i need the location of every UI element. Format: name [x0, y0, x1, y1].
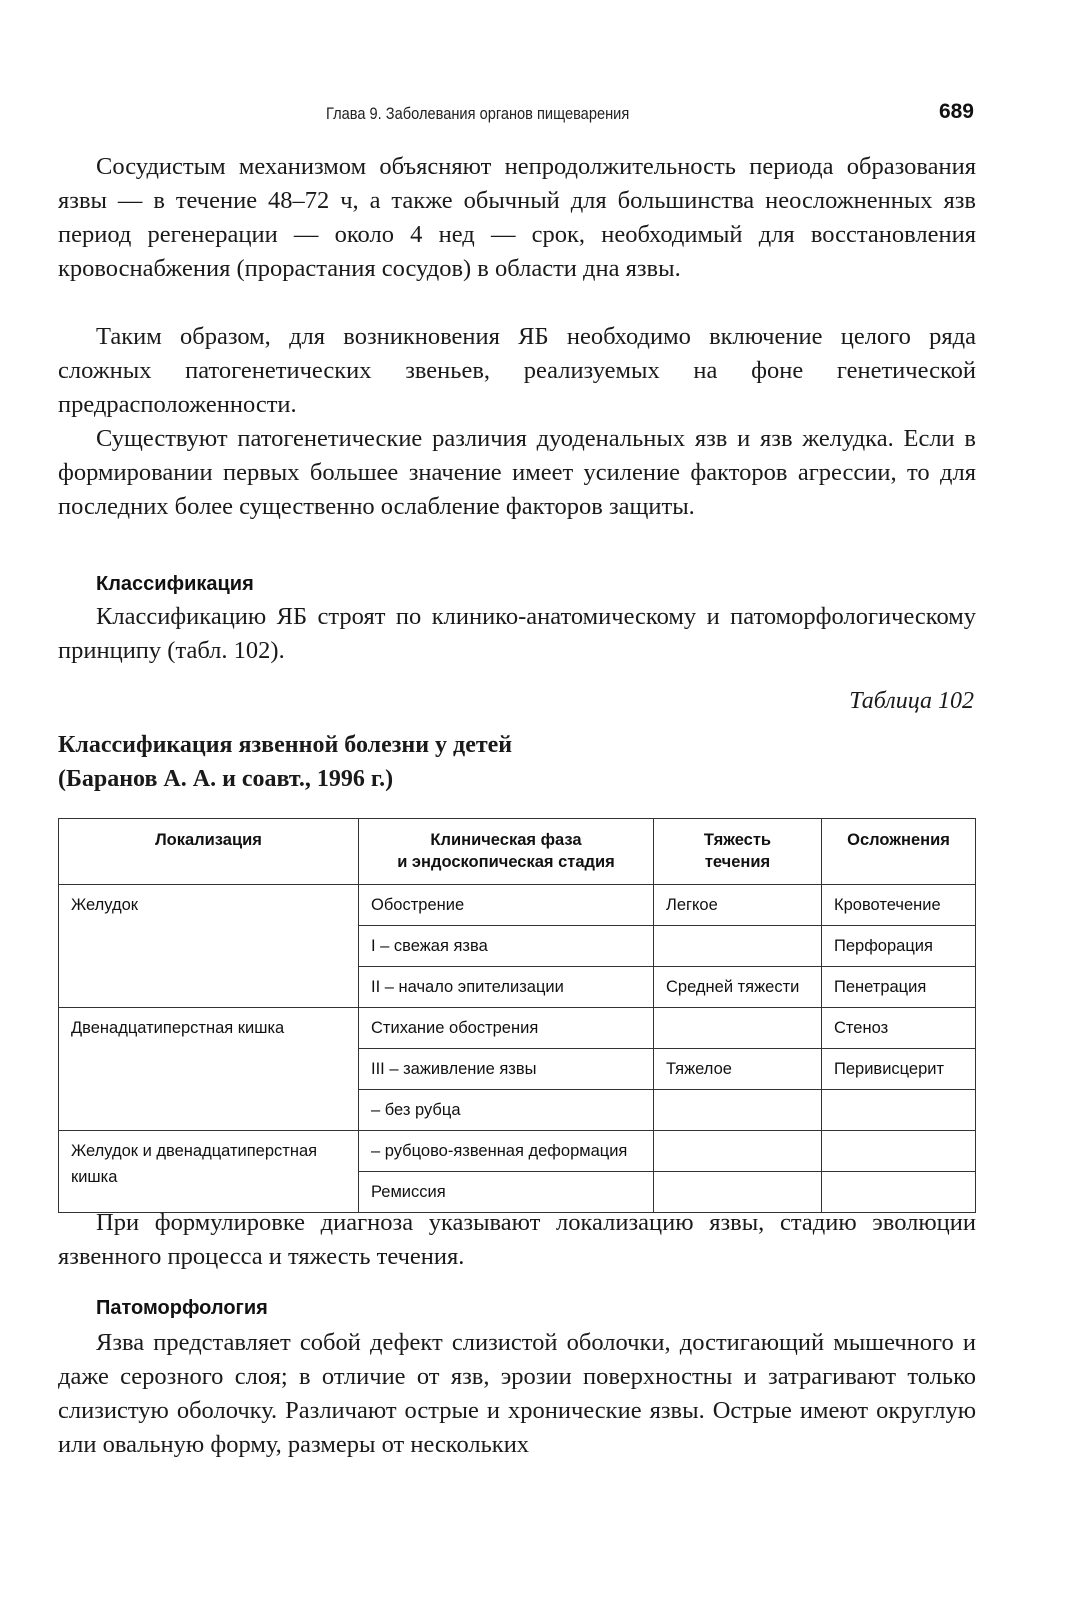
table-row: [59, 885, 976, 926]
header-line: течения: [704, 853, 771, 871]
paragraph-text: При формулировке диагноза указывают локализацию язвы, стадию эволюции язвенного процесса и тяжесть течения.: [58, 1209, 976, 1270]
complication-cell: Кровотечение: [822, 885, 976, 926]
paragraph: [58, 320, 976, 422]
loc-cell: Желудок: [59, 885, 359, 1008]
paragraph: [58, 422, 976, 524]
severity-cell: [654, 1008, 822, 1049]
page-number: 689: [938, 100, 974, 123]
paragraph: [58, 1206, 976, 1274]
table-number: Таблица 102: [849, 688, 974, 714]
header-cell-complications: Осложнения: [822, 819, 976, 885]
phase-cell: Стихание обострения: [359, 1008, 654, 1049]
phase-cell: Ремиссия: [359, 1172, 654, 1213]
table-title-line: Классификация язвенной болезни у детей: [58, 732, 513, 758]
paragraph-text: Классификацию ЯБ строят по клинико-анатомическому и патоморфологическому принципу (табл. 102).: [58, 603, 976, 664]
complication-cell: [822, 1131, 976, 1172]
table-title-line: (Баранов А. А. и соавт., 1996 г.): [58, 766, 394, 792]
table-row: [59, 1131, 976, 1172]
running-header: Глава 9. Заболевания органов пищеварения: [326, 104, 630, 123]
severity-cell: Тяжелое: [654, 1049, 822, 1090]
header-cell-localization: Локализация: [59, 819, 359, 885]
severity-cell: [654, 1090, 822, 1131]
section-heading: Патоморфология: [96, 1297, 268, 1319]
table-title: [58, 728, 512, 796]
complication-cell: Перфорация: [822, 926, 976, 967]
complication-cell: Перивисцерит: [822, 1049, 976, 1090]
header-line: Клиническая фаза: [430, 831, 582, 849]
phase-cell: III – заживление язвы: [359, 1049, 654, 1090]
header-line: Тяжесть: [703, 831, 772, 849]
phase-cell: II – начало эпителизации: [359, 967, 654, 1008]
phase-cell: – без рубца: [359, 1090, 654, 1131]
severity-cell: Легкое: [654, 885, 822, 926]
loc-cell: Двенадцатиперстная кишка: [59, 1008, 359, 1131]
severity-cell: [654, 1131, 822, 1172]
paragraph-text: Сосудистым механизмом объясняют непродолжительность периода образования язвы — в течение 48–72 ч, а также обычный для большинства неосложненных язв период регенерации — около 4 нед — срок, необходимый для восстановления кровоснабжения (прорастания сосудов) в области дна язвы.: [58, 153, 976, 282]
table-row: [59, 1008, 976, 1049]
header-cell-severity: [654, 819, 822, 885]
complication-cell: [822, 1090, 976, 1131]
loc-cell: Желудок и двенадцатиперстная кишка: [59, 1131, 359, 1213]
complication-cell: Пенетрация: [822, 967, 976, 1008]
paragraph: [58, 150, 976, 286]
phase-cell: – рубцово-язвенная деформация: [359, 1131, 654, 1172]
phase-cell: I – свежая язва: [359, 926, 654, 967]
table-header-row: [59, 819, 976, 885]
phase-cell: Обострение: [359, 885, 654, 926]
header-cell-phase: [359, 819, 654, 885]
paragraph: [58, 1326, 976, 1462]
paragraph-text: Существуют патогенетические различия дуоденальных язв и язв желудка. Если в формировании первых большее значение имеет усиление факторов агрессии, то для последних более существенно ослабление факторов защиты.: [58, 425, 976, 520]
section-heading: Классификация: [96, 573, 254, 595]
complication-cell: Стеноз: [822, 1008, 976, 1049]
paragraph-text: Таким образом, для возникновения ЯБ необходимо включение целого ряда сложных патогенетических звеньев, реализуемых на фоне генетической предрасположенности.: [58, 323, 976, 418]
header-line: и эндоскопическая стадия: [397, 853, 615, 871]
paragraph-text: Язва представляет собой дефект слизистой оболочки, достигающий мышечного и даже серозного слоя; в отличие от язв, эрозии поверхностны и затрагивают только слизистую оболочку. Различают острые и хронические язвы. Острые имеют округлую или овальную форму, размеры от нескольких: [58, 1329, 976, 1458]
severity-cell: [654, 926, 822, 967]
severity-cell: Средней тяжести: [654, 967, 822, 1008]
classification-table: [58, 818, 976, 1213]
paragraph: [58, 600, 976, 668]
